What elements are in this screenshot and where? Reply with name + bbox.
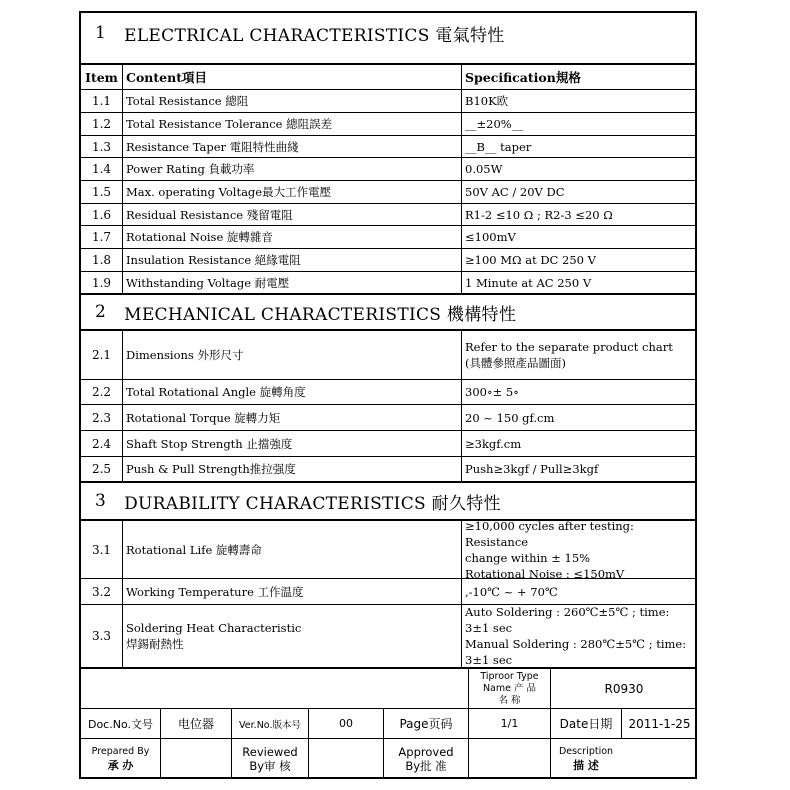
item-number: 3.1 [91,542,112,557]
spec-cell: __±20%__ [461,113,695,135]
table-row [81,203,695,225]
item-number: 1.5 [91,185,112,199]
spec-cell: B10K欧 [461,90,695,112]
spec-line: Refer to the separate product chart [465,340,673,354]
table-row [81,271,695,293]
spec-line: change within ± 15% [465,550,591,565]
table-row [81,112,695,135]
table-row [81,157,695,180]
content-cell: Max. operating Voltage最大工作電壓 [122,181,461,203]
section-durability-title [81,483,695,519]
spec-cell [461,521,695,578]
spec-cell: Push≥3kgf / Pull≥3kgf [461,457,695,481]
content-cell: Total Resistance 總阻 [122,90,461,112]
content-cell: Push & Pull Strength推拉强度 [122,457,461,481]
section-durability-row [81,481,695,519]
table-row [81,379,695,404]
header-item: Item [85,69,118,85]
item-number: 3.2 [91,584,112,599]
spec-cell: ≥3kgf.cm [461,431,695,456]
content-cell: Total Resistance Tolerance 總阻誤差 [122,113,461,135]
label-line: Reviewed [242,745,298,759]
content-cell: Rotational Noise 旋轉雜音 [122,226,461,248]
section-number: 1 [95,23,107,43]
label-line: Prepared By [91,746,150,757]
spec-line: Auto Soldering : 260℃±5℃ ; time: 3±1 sec [465,605,670,635]
table-row [81,404,695,430]
content-cell: Working Temperature 工作温度 [122,579,461,604]
spec-line: Rotational Noise : ≤150mV [465,566,625,578]
doc-no-value: 电位器 [177,717,214,731]
table-row [81,135,695,157]
footer-divider [160,738,161,779]
page-value: 1/1 [500,717,519,730]
page-label: Page页码 [399,717,453,731]
item-number: 1.6 [91,207,112,222]
type-label-line: Name 产 品 [482,682,537,694]
item-number: 2.5 [91,462,112,476]
ver-no-label: Ver.No.版本号 [239,719,301,731]
content-cell: Resistance Taper 電阻特性曲綫 [122,136,461,157]
content-cell [122,605,461,667]
content-line: Soldering Heat Characteristic [126,621,302,635]
item-number: 1.9 [91,275,112,290]
table-row [81,89,695,112]
spec-cell: 300∘± 5∘ [461,380,695,404]
label-line: By批 准 [405,759,447,773]
content-cell: Total Rotational Angle 旋轉角度 [122,380,461,404]
content-cell: Rotational Torque 旋轉力矩 [122,405,461,430]
spec-cell: ,-10℃ ~ + 70℃ [461,579,695,604]
table-row [81,180,695,203]
doc-no-label: Doc.No.文号 [87,717,153,731]
spec-cell: __B__ taper [461,136,695,157]
type-label-line: Tiproor Type [480,670,539,682]
spec-cell [461,331,695,379]
table-row [81,604,695,667]
item-number: 2.2 [91,385,112,399]
header-spec: Specification規格 [461,65,695,89]
item-number: 2.3 [91,410,112,425]
spec-cell [461,605,695,667]
item-number: 2.1 [91,348,112,362]
item-number: 3.3 [91,629,112,643]
spec-line: Manual Soldering : 280℃±5℃ ; time: 3±1 sec [465,637,687,667]
date-value: 2011-1-25 [628,716,691,731]
spec-cell: 50V AC / 20V DC [461,181,695,203]
date-label: Date日期 [559,717,613,731]
ver-no-value: 00 [339,717,353,730]
item-number: 1.3 [91,139,112,154]
item-number: 1.4 [91,162,112,176]
table-row [81,578,695,604]
spec-sheet [79,11,697,779]
section-number: 2 [95,302,107,322]
approved-by-label [384,739,468,779]
item-number: 1.7 [91,230,112,244]
spec-line: ≥10,000 cycles after testing: Resistance [465,521,634,549]
section-title: DURABILITY CHARACTERISTICS 耐久特性 [124,493,501,514]
section-title: MECHANICAL CHARACTERISTICS 機構特性 [124,304,517,325]
spec-cell: 1 Minute at AC 250 V [461,272,695,293]
section-number: 3 [95,491,107,511]
content-cell: Rotational Life 旋轉壽命 [122,521,461,578]
table-row [81,519,695,578]
content-cell: Shaft Stop Strength 止擋強度 [122,431,461,456]
content-line: 焊錫耐熱性 [126,637,184,651]
spec-cell: 0.05W [461,158,695,180]
spec-cell: ≥100 MΩ at DC 250 V [461,249,695,271]
product-name-value: R0930 [604,681,644,696]
label-line: 承 办 [107,759,134,772]
spec-cell: ≤100mV [461,226,695,248]
table-row [81,225,695,248]
section-mechanical-title [81,295,695,329]
table-row [81,248,695,271]
item-number: 1.2 [91,117,112,131]
product-name-label [469,669,550,708]
label-line: Description [558,746,614,757]
content-cell: Dimensions 外形尺寸 [122,331,461,379]
spec-cell: R1-2 ≤10 Ω ; R2-3 ≤20 Ω [461,204,695,225]
section-mechanical-row [81,293,695,329]
table-row [81,329,695,379]
header-content: Content項目 [122,65,461,89]
label-line: 描 述 [573,759,599,772]
table-row [81,456,695,481]
item-number: 2.4 [91,436,112,451]
label-line: Approved [398,745,454,759]
content-cell: Withstanding Voltage 耐電壓 [122,272,461,293]
prepared-by-label [81,739,160,779]
spec-line: (具體參照產品圖面) [465,356,566,370]
type-label-line: 名 称 [498,694,521,706]
footer-divider [308,738,309,779]
content-cell: Residual Resistance 殘留電阻 [122,204,461,225]
spec-cell: 20 ~ 150 gf.cm [461,405,695,430]
section-electrical-title [81,13,695,53]
reviewed-by-label [232,739,308,779]
footer-divider [468,738,469,779]
content-cell: Insulation Resistance 絕緣電阻 [122,249,461,271]
item-number: 1.8 [91,253,112,267]
item-number: 1.1 [91,94,112,108]
section-title: ELECTRICAL CHARACTERISTICS 電氣特性 [124,25,505,46]
table-row [81,430,695,456]
table-header-row [81,63,695,89]
description-label [551,739,621,779]
label-line: By审 核 [249,759,291,773]
content-cell: Power Rating 負載功率 [122,158,461,180]
